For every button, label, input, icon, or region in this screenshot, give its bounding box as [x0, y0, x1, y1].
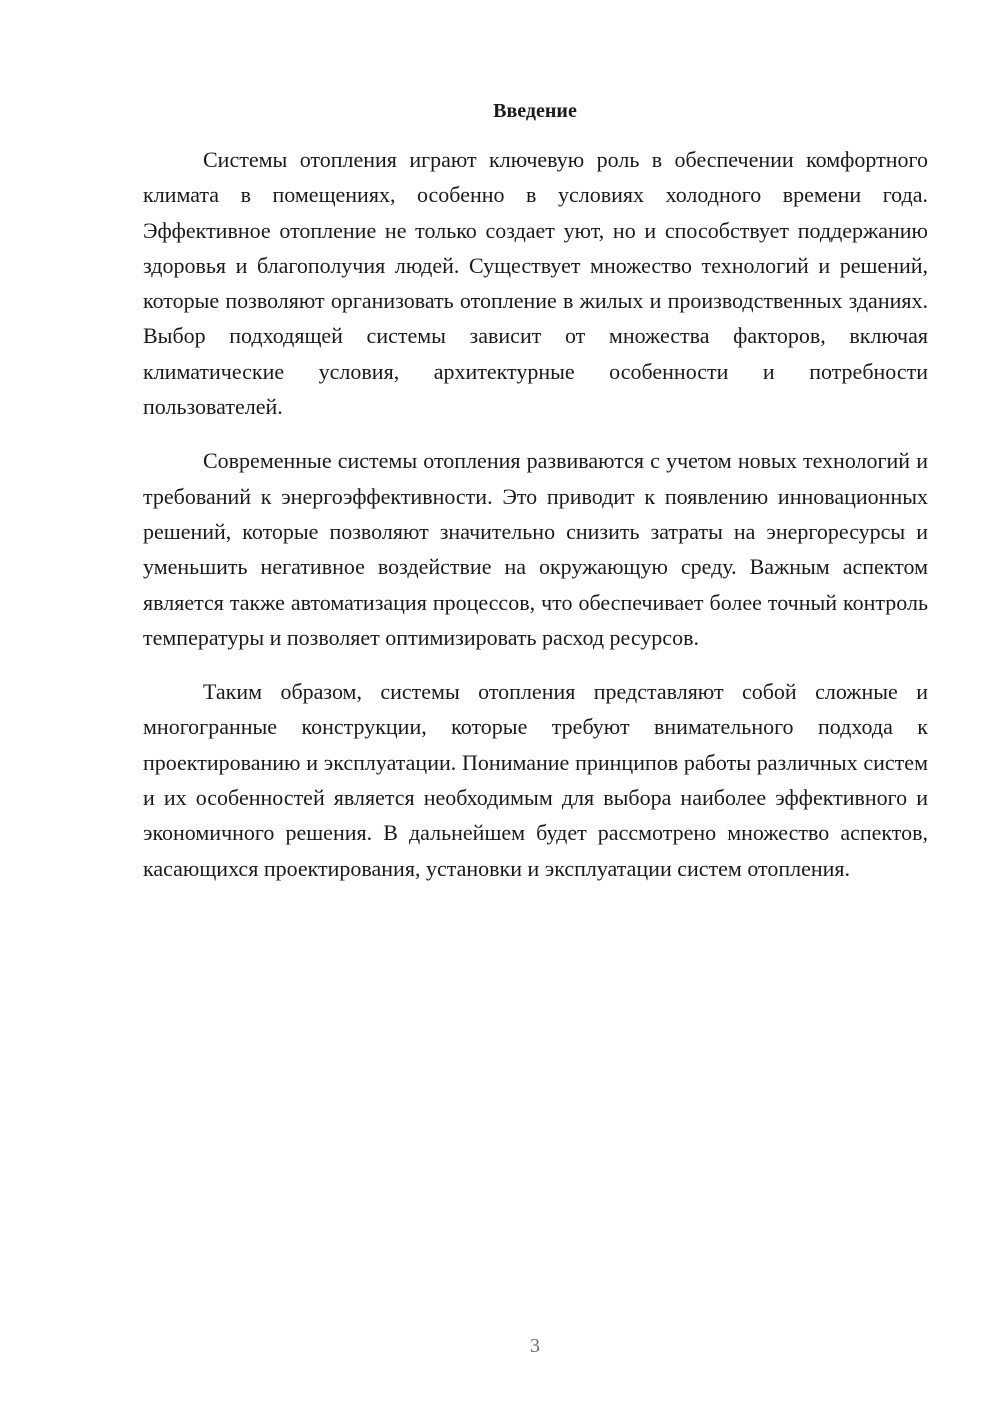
paragraph-1: Системы отопления играют ключевую роль в обеспечении комфортного климата в помещениях, особенно в условиях холодного времени года. Эффективное отопление не только создает уют, но и способствует поддержанию здоровья и благополучия людей. Существует множество технологий и решений, которые позволяют организовать отопление в жилых и производственных зданиях. Выбор подходящей системы зависит от множества факторов, включая климатические условия, архитектурные особенности и потребности пользователей. — [143, 147, 928, 420]
page-number: 3 — [530, 1335, 540, 1357]
section-title: Введение — [493, 100, 577, 122]
section-body — [143, 142, 928, 905]
paragraph-2: Современные системы отопления развиваются с учетом новых технологий и требований к энергоэффективности. Это приводит к появлению инновационных решений, которые позволяют значительно снизить затраты на энергоресурсы и уменьшить негативное воздействие на окружающую среду. Важным аспектом является также автоматизация процессов, что обеспечивает более точный контроль температуры и позволяет оптимизировать расход ресурсов. — [143, 448, 928, 650]
paragraph-3: Таким образом, системы отопления представляют собой сложные и многогранные конструкции, которые требуют внимательного подхода к проектированию и эксплуатации. Понимание принципов работы различных систем и их особенностей является необходимым для выбора наиболее эффективного и экономичного решения. В дальнейшем будет рассмотрено множество аспектов, касающихся проектирования, установки и эксплуатации систем отопления. — [143, 679, 928, 881]
